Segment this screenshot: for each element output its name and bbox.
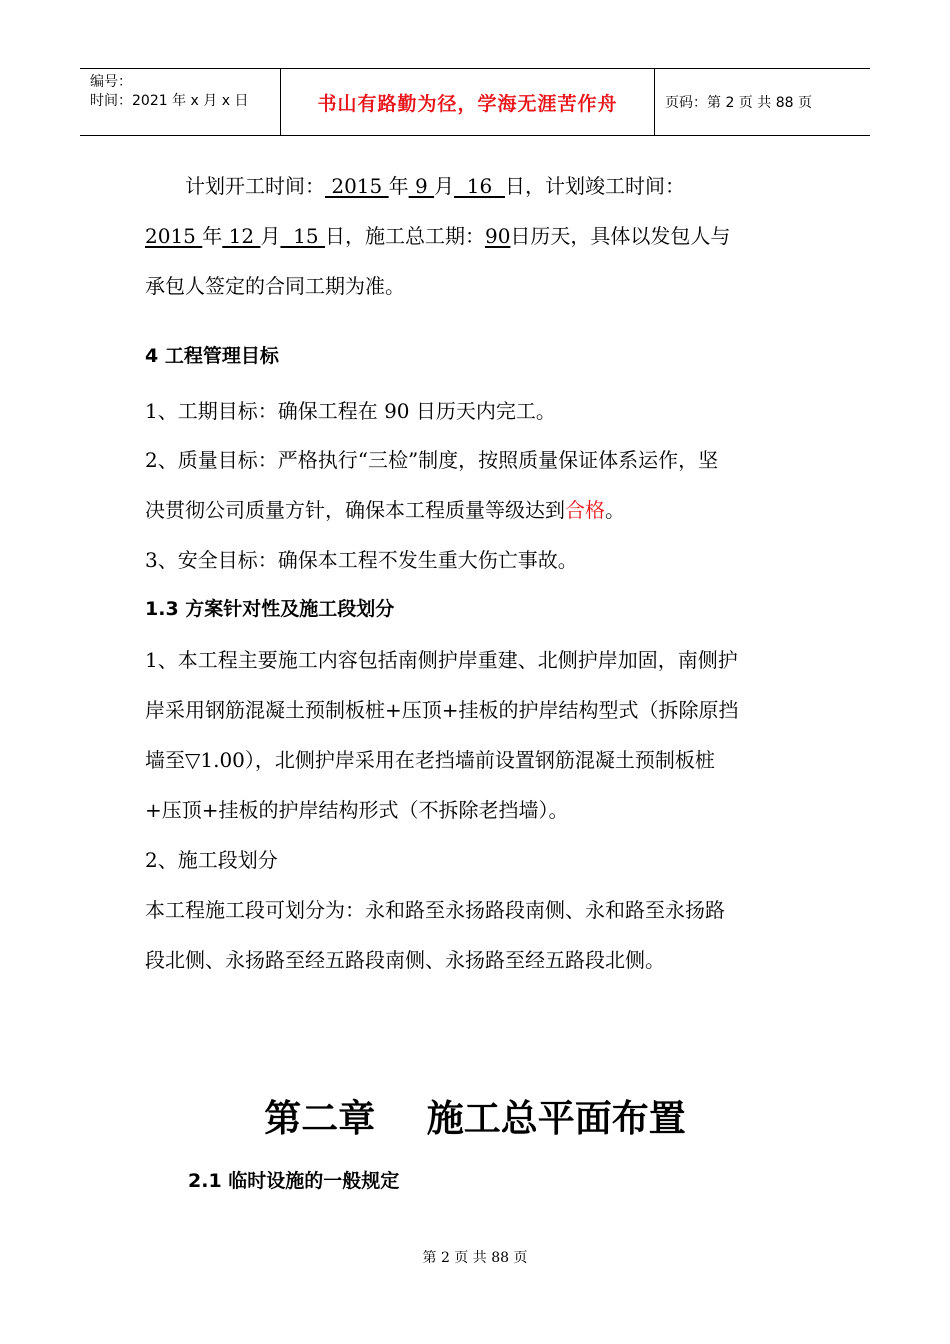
goal-item-2-line-1: 2、质量目标：严格执行“三检”制度，按照质量保证体系运作，坚 [145, 448, 719, 472]
header-meta [80, 69, 280, 135]
scope-line-1: 1、本工程主要施工内容包括南侧护岸重建、北侧护岸加固，南侧护 [145, 648, 738, 672]
header-page-info: 页码：第 2 页 共 88 页 [665, 95, 812, 111]
finish-month: 12 [222, 224, 261, 248]
page-header [80, 68, 870, 136]
page-footer: 第 2 页 共 88 页 [422, 1250, 528, 1266]
finish-label: ，计划竣工时间： [524, 174, 685, 198]
duration-label: 日，施工总工期： [324, 224, 485, 248]
section-4-heading: 4 工程管理目标 [145, 345, 279, 367]
section-2-1-heading: 2.1 临时设施的一般规定 [188, 1170, 400, 1192]
schedule-line-1 [185, 170, 685, 199]
document-number-label: 编号： [90, 74, 132, 90]
quality-text: 决贯彻公司质量方针，确保本工程质量等级达到 [145, 498, 565, 522]
header-motto: 书山有路勤为径，学海无涯苦作舟 [280, 69, 655, 135]
document-date: 时间：2021 年 x 月 x 日 [90, 93, 249, 109]
period: 。 [605, 498, 625, 522]
year-char: 年 [202, 224, 223, 248]
goal-item-2-line-2 [145, 494, 625, 523]
schedule-line-3: 承包人签定的合同工期为准。 [145, 274, 405, 298]
goal-item-3: 3、安全目标：确保本工程不发生重大伤亡事故。 [145, 548, 578, 572]
scope-line-3: 墙至▽1.00），北侧护岸采用在老挡墙前设置钢筋混凝土预制板桩 [145, 748, 715, 772]
schedule-line-2 [145, 220, 730, 249]
duration-value: 90 [484, 224, 511, 248]
section-1-3-heading: 1.3 方案针对性及施工段划分 [145, 598, 395, 620]
month-char: 月 [434, 174, 455, 198]
start-year: 2015 [325, 174, 389, 198]
finish-day: 15 [280, 224, 325, 248]
start-label: 计划开工时间： [185, 174, 325, 198]
finish-year: 2015 [145, 224, 203, 248]
chapter-title: 第二章 施工总平面布置 [264, 1097, 686, 1140]
scope-line-2: 岸采用钢筋混凝土预制板桩+压顶+挂板的护岸结构型式（拆除原挡 [145, 698, 739, 722]
start-month: 9 [408, 174, 435, 198]
scope-line-4: +压顶+挂板的护岸结构形式（不拆除老挡墙）。 [145, 798, 569, 822]
month-char: 月 [260, 224, 281, 248]
goal-item-1: 1、工期目标：确保工程在 90 日历天内完工。 [145, 399, 556, 423]
segment-line-1: 本工程施工段可划分为：永和路至永扬路段南侧、永和路至永扬路 [145, 898, 725, 922]
quality-grade-highlight: 合格 [565, 498, 605, 522]
year-char: 年 [388, 174, 409, 198]
segment-line-2: 段北侧、永扬路至经五路段南侧、永扬路至经五路段北侧。 [145, 948, 665, 972]
start-day: 16 [454, 174, 505, 198]
duration-suffix: 日历天，具体以发包人与 [510, 224, 731, 248]
segment-heading: 2、施工段划分 [145, 848, 278, 872]
day-char: 日 [504, 174, 525, 198]
